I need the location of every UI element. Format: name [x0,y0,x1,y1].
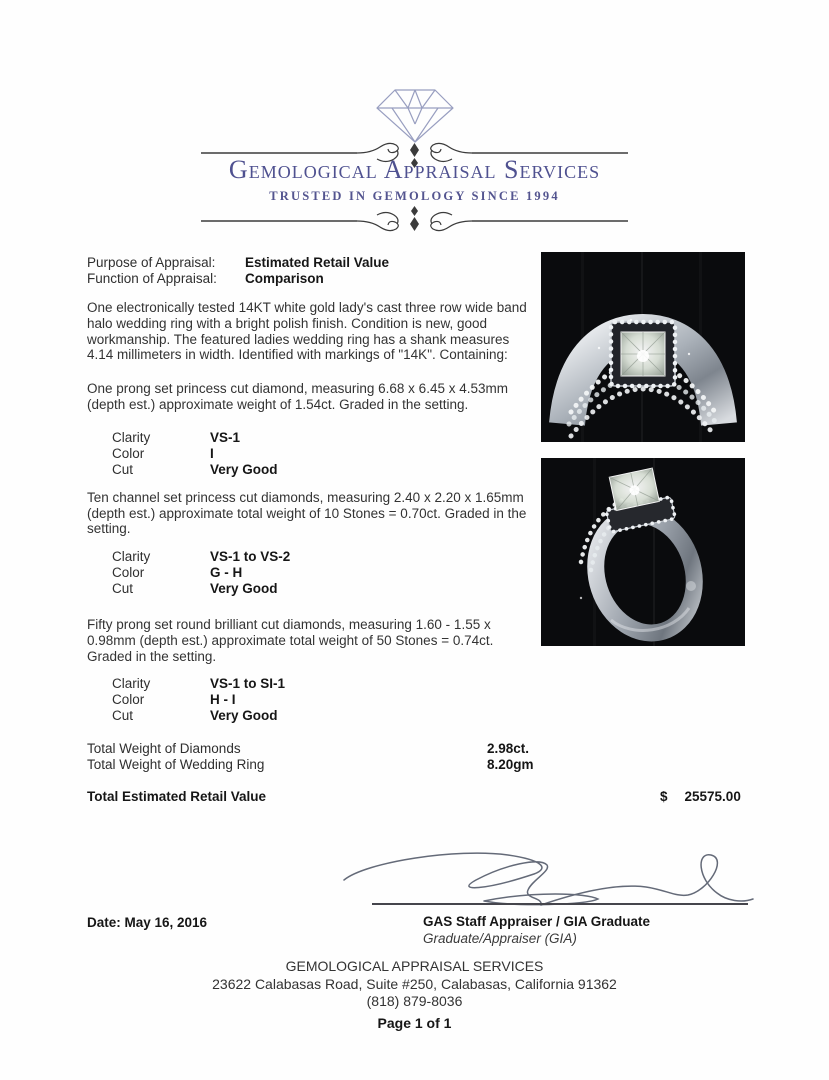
grade-label: Clarity [112,675,151,691]
grade-value: H - I [210,691,236,707]
ring-photo-stack [541,252,745,646]
item-description: Ten channel set princess cut diamonds, measuring 2.40 x 2.20 x 1.65mm (depth est.) approximate total weight of 10 Stones = 0.70ct. Graded in the setting. [87,489,527,537]
grade-table [87,676,417,724]
function-value: Comparison [245,271,324,286]
appraisal-date: Date: May 16, 2016 [87,915,208,930]
grade-value: Very Good [210,707,278,723]
total-estimated-value-amount [660,789,741,805]
footer-address: 23622 Calabasas Road, Suite #250, Calabasas, California 91362 [212,975,617,992]
footer-org-name: GEMOLOGICAL APPRAISAL SERVICES [285,958,544,974]
total-value: 2.98ct. [487,740,530,756]
currency-symbol: $ [660,788,668,804]
grade-table [87,430,417,478]
grade-value: VS-1 [210,429,241,445]
page-title: Gemological Appraisal Services [228,155,601,184]
grade-value: G - H [210,565,243,581]
item-description: Fifty prong set round brilliant cut diamonds, measuring 1.60 - 1.55 x 0.98mm (depth est.) approximate total weight of 50 Stones = 0.74ct. Graded in the setting. [87,617,494,664]
ring-front-view-photo [541,252,745,442]
total-estimated-value-label: Total Estimated Retail Value [87,788,267,804]
grade-value: Very Good [210,581,278,597]
flourish-ornament-icon [201,204,628,234]
grade-table [87,549,417,597]
amount-value: 25575.00 [684,788,741,804]
diamond-logo-icon [370,84,460,146]
grade-value: VS-1 to SI-1 [210,675,286,691]
signature-line [372,903,748,905]
grade-value: Very Good [210,461,278,477]
grade-label: Color [112,691,145,707]
grade-label: Clarity [112,549,151,565]
appraiser-signature [336,840,760,908]
page-number: Page 1 of 1 [377,1014,452,1031]
signer-block [423,913,650,947]
weight-totals [87,741,647,773]
ring-description: One electronically tested 14KT white gold lady's cast three row wide band halo wedding ring with a bright polish finish. Condition is new, good workmanship. The featured ladies wedding ring has a shank measures 4.14 millimeters in width. Identified with markings of "14K". Containing: [87,300,527,363]
grade-label: Color [112,445,145,461]
document-footer [0,958,829,1032]
total-value: 8.20gm [487,756,534,772]
grade-label: Color [112,565,145,581]
function-label: Function of Appraisal: [87,271,217,286]
signer-title: GAS Staff Appraiser / GIA Graduate [423,914,651,929]
grade-label: Cut [112,461,134,477]
total-label: Total Weight of Diamonds [87,740,241,756]
grade-value: VS-1 to VS-2 [210,549,291,565]
grade-label: Clarity [112,429,151,445]
grade-value: I [210,445,214,461]
total-label: Total Weight of Wedding Ring [87,756,265,772]
ring-side-view-photo [541,458,745,646]
purpose-label: Purpose of Appraisal: [87,255,216,270]
appraisal-meta [87,255,487,287]
item-description: One prong set princess cut diamond, measuring 6.68 x 6.45 x 4.53mm (depth est.) approximate weight of 1.54ct. Graded in the setting. [87,381,508,412]
org-tagline: TRUSTED IN GEMOLOGY SINCE 1994 [269,189,560,203]
appraisal-body [87,252,745,807]
grade-label: Cut [112,707,134,723]
purpose-value: Estimated Retail Value [245,255,390,270]
signer-subtitle: Graduate/Appraiser (GIA) [423,931,577,946]
grade-label: Cut [112,581,134,597]
total-estimated-value-row [87,789,745,807]
footer-phone: (818) 879-8036 [366,993,463,1009]
